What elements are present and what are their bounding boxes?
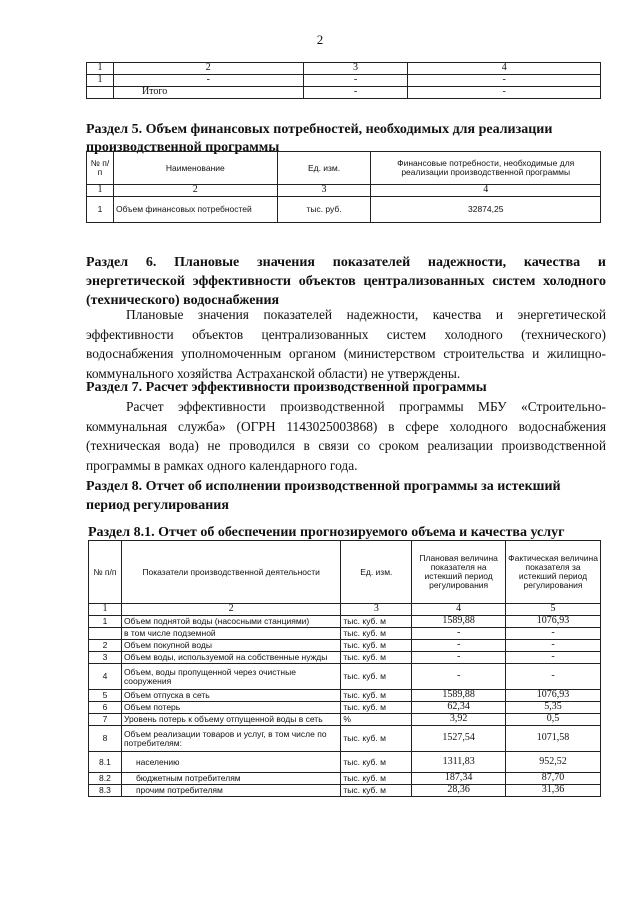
table-row <box>87 87 601 99</box>
section6-text: Плановые значения показателей надежности, качества и энергетической эффективности объектов централизованных систем холодного (технического) водоснабжения уполномоченным органом (министерством строительства и жилищно-коммунального хозяйства Астраханской области) не утверждены. <box>86 307 606 381</box>
section8-title: Раздел 8. Отчет об исполнении производственной программы за истекший период регулирования <box>86 479 561 513</box>
table-cell: - <box>412 664 506 690</box>
table-header-row <box>87 152 601 185</box>
table-cell: Уровень потерь к объему отпущенной воды в сеть <box>121 714 340 726</box>
table-cell: тыс. куб. м <box>341 628 412 640</box>
table-header-row <box>89 541 601 604</box>
table-cell: 8.1 <box>89 752 122 773</box>
table-cell: 87,70 <box>506 773 601 785</box>
table-row <box>89 714 601 726</box>
table-cell: - <box>506 664 601 690</box>
header-cell: Фактическая величина показателя за истекший период регулирования <box>506 541 601 604</box>
table-cell: тыс. руб. <box>277 197 371 223</box>
table-cell: 952,52 <box>506 752 601 773</box>
table-cell: Объем воды, используемой на собственные нужды <box>121 652 340 664</box>
section81-title: Раздел 8.1. Отчет об обеспечении прогнозируемого объема и качества услуг <box>88 525 565 540</box>
table-row <box>89 785 601 797</box>
table-cell: тыс. куб. м <box>341 785 412 797</box>
table-cell: прочим потребителям <box>121 785 340 797</box>
table-cell: 6 <box>89 702 122 714</box>
table-cell: бюджетным потребителям <box>121 773 340 785</box>
table-cell <box>87 87 114 99</box>
section5-table <box>86 151 601 223</box>
table-row <box>87 75 601 87</box>
table-row <box>89 726 601 752</box>
table-row <box>89 616 601 628</box>
page-number: 2 <box>316 32 324 47</box>
table-cell: 0,5 <box>506 714 601 726</box>
table-cell: 4 <box>412 604 506 616</box>
table-cell: - <box>303 75 408 87</box>
header-cell: Наименование <box>113 152 277 185</box>
table-cell: 1 <box>89 616 122 628</box>
table-cell: 1076,93 <box>506 690 601 702</box>
table-cell <box>89 628 122 640</box>
table-cell: - <box>412 640 506 652</box>
table-cell: - <box>506 652 601 664</box>
table-cell: 3,92 <box>412 714 506 726</box>
section7-title: Раздел 7. Расчет эффективности производственной программы <box>86 380 487 395</box>
table-row <box>89 752 601 773</box>
table-row <box>89 652 601 664</box>
header-cell: Ед. изм. <box>341 541 412 604</box>
table-cell: населению <box>121 752 340 773</box>
table-cell: 1 <box>87 185 114 197</box>
table-cell: 1311,83 <box>412 752 506 773</box>
table-cell: 8.3 <box>89 785 122 797</box>
section81-table <box>88 540 601 797</box>
table-cell: тыс. куб. м <box>341 664 412 690</box>
table-cell: - <box>408 75 601 87</box>
table-cell: 2 <box>89 640 122 652</box>
table-cell: 4 <box>89 664 122 690</box>
table-cell: 4 <box>371 185 601 197</box>
table-row <box>87 63 601 75</box>
total-label: Итого <box>113 87 303 99</box>
table-row <box>89 664 601 690</box>
table-cell: % <box>341 714 412 726</box>
table-cell: Объем покупной воды <box>121 640 340 652</box>
table-cell: 7 <box>89 714 122 726</box>
table-cell: 1589,88 <box>412 690 506 702</box>
header-cell: № п/п <box>89 541 122 604</box>
table-cell: 31,36 <box>506 785 601 797</box>
table-cell: 3 <box>89 652 122 664</box>
table-cell: Объем реализации товаров и услуг, в том числе по потребителям: <box>121 726 340 752</box>
table-cell: 4 <box>408 63 601 75</box>
table-cell: 28,36 <box>412 785 506 797</box>
table-cell: тыс. куб. м <box>341 616 412 628</box>
table-cell: 5 <box>89 690 122 702</box>
table-cell: 1 <box>87 63 114 75</box>
header-cell: Ед. изм. <box>277 152 371 185</box>
table-cell: тыс. куб. м <box>341 773 412 785</box>
table-cell: - <box>506 640 601 652</box>
table-cell: 5,35 <box>506 702 601 714</box>
header-cell: Финансовые потребности, необходимые для реализации производственной программы <box>371 152 601 185</box>
section5-title: Раздел 5. Объем финансовых потребностей, необходимых для реализации производственной программы <box>86 122 553 155</box>
table-row <box>89 690 601 702</box>
table-row <box>89 773 601 785</box>
section7-text: Расчет эффективности производственной программы МБУ «Строительно-коммунальная служба» (ОГРН 1143025003868) в сфере холодного водоснабжения (техническая вода) не проводился в связи со сроком реализации производственной программы в рамках одного календарного года. <box>86 399 606 473</box>
table-cell: - <box>412 652 506 664</box>
table-cell: Объем отпуска в сеть <box>121 690 340 702</box>
table-cell: тыс. куб. м <box>341 652 412 664</box>
table-cell: 2 <box>113 185 277 197</box>
table-cell: Объем, воды пропущенной через очистные сооружения <box>121 664 340 690</box>
table-cell: тыс. куб. м <box>341 702 412 714</box>
table-row <box>87 197 601 223</box>
table-cell: 2 <box>113 63 303 75</box>
table-cell: 2 <box>121 604 340 616</box>
table-cell: 1 <box>87 75 114 87</box>
table-cell: 5 <box>506 604 601 616</box>
table-cell: 187,34 <box>412 773 506 785</box>
header-cell: Показатели производственной деятельности <box>121 541 340 604</box>
table-cell: Объем потерь <box>121 702 340 714</box>
table-cell: 1071,58 <box>506 726 601 752</box>
table-cell: 1076,93 <box>506 616 601 628</box>
table-row <box>89 628 601 640</box>
table-cell: Объем поднятой воды (насосными станциями) <box>121 616 340 628</box>
table-cell: - <box>113 75 303 87</box>
table-cell: 3 <box>277 185 371 197</box>
table-cell: - <box>408 87 601 99</box>
table-cell: 3 <box>341 604 412 616</box>
table-cell: тыс. куб. м <box>341 640 412 652</box>
header-cell: Плановая величина показателя на истекший период регулирования <box>412 541 506 604</box>
header-cell: № п/п <box>87 152 114 185</box>
table-cell: 1 <box>87 197 114 223</box>
table-cell: 62,34 <box>412 702 506 714</box>
table-cell: тыс. куб. м <box>341 752 412 773</box>
table-cell: - <box>412 628 506 640</box>
table-cell: Объем финансовых потребностей <box>113 197 277 223</box>
table-cell: - <box>303 87 408 99</box>
table-row <box>89 640 601 652</box>
table-row <box>87 185 601 197</box>
table-cell: 8 <box>89 726 122 752</box>
table-cell: 3 <box>303 63 408 75</box>
table-cell: 1 <box>89 604 122 616</box>
table-cell: 1589,88 <box>412 616 506 628</box>
table-cell: тыс. куб. м <box>341 726 412 752</box>
table-cell: тыс. куб. м <box>341 690 412 702</box>
table-cell: 32874,25 <box>371 197 601 223</box>
top-table <box>86 62 601 99</box>
table-cell: в том числе подземной <box>121 628 340 640</box>
table-cell: 1527,54 <box>412 726 506 752</box>
table-cell: 8.2 <box>89 773 122 785</box>
table-cell: - <box>506 628 601 640</box>
section6-title: Раздел 6. Плановые значения показателей надежности, качества и энергетической эффективности объектов централизованных систем холодного (технического) водоснабжения <box>86 255 606 308</box>
table-row <box>89 604 601 616</box>
table-row <box>89 702 601 714</box>
